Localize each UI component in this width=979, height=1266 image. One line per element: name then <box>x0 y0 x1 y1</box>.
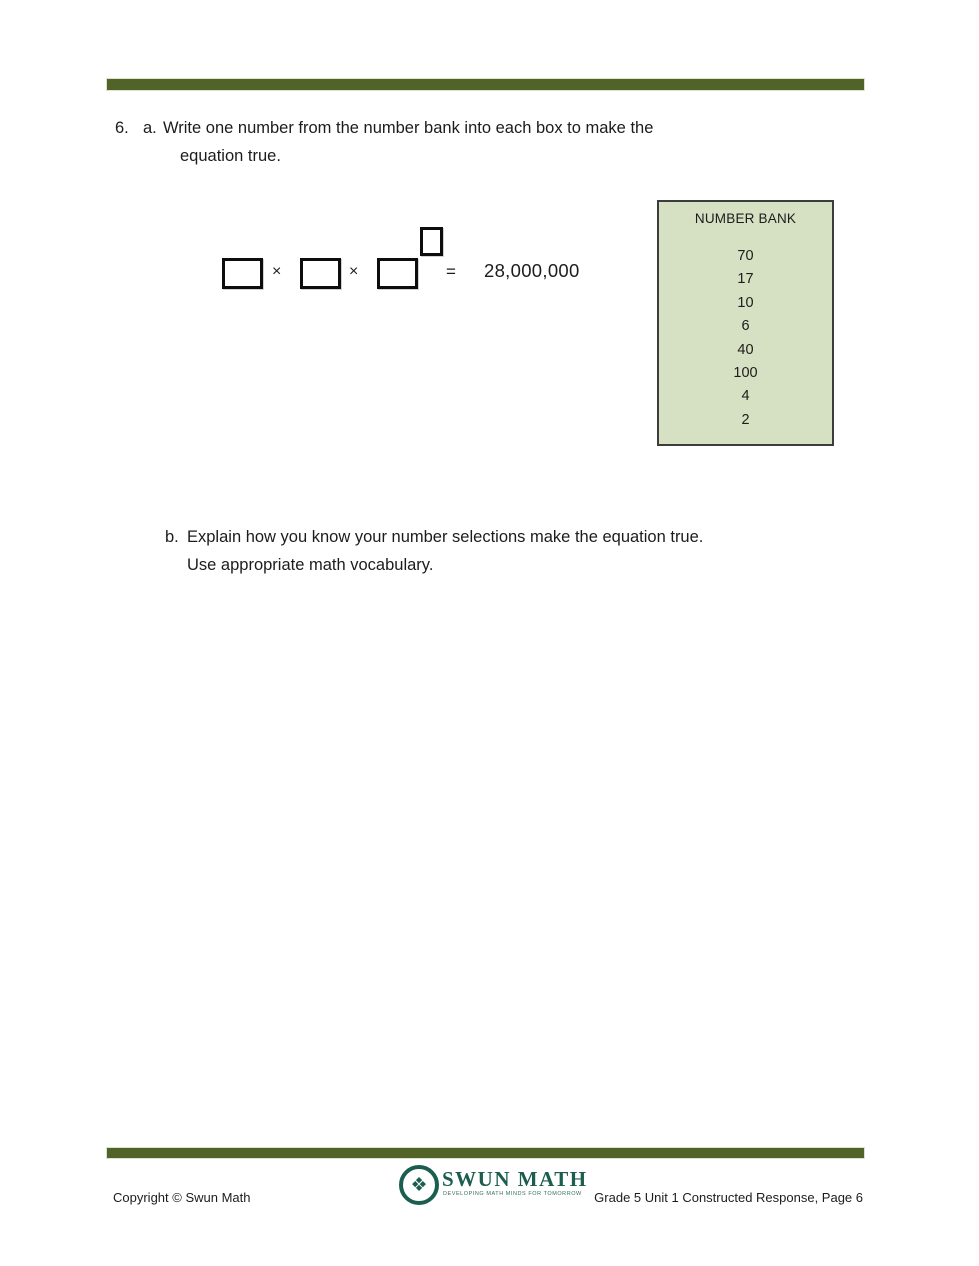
multiplication-sign-1: × <box>272 263 282 280</box>
number-bank-box <box>657 200 834 446</box>
number-bank-title: NUMBER BANK <box>694 211 797 226</box>
number-bank-item: 70 <box>737 248 754 264</box>
number-bank-item: 10 <box>737 294 754 311</box>
part-a-text-line1: Write one number from the number bank into each box to make the <box>163 119 654 137</box>
number-bank-item: 6 <box>741 318 750 335</box>
part-a-label: a. <box>143 119 157 137</box>
emblem-glyph: ❖ <box>410 1174 428 1196</box>
part-b-text-line2: Use appropriate math vocabulary. <box>187 556 434 574</box>
footer-copyright: Copyright © Swun Math <box>113 1190 251 1205</box>
equals-sign: = <box>446 262 456 281</box>
number-bank-item: 2 <box>741 411 750 428</box>
four-diamond-emblem-icon <box>399 1165 439 1205</box>
equation-answer-box-2[interactable] <box>300 258 341 289</box>
equation-result: 28,000,000 <box>484 260 580 281</box>
number-bank-item: 4 <box>741 388 750 405</box>
top-accent-bar <box>106 78 865 91</box>
number-bank-item: 40 <box>737 341 754 358</box>
question-number: 6. <box>115 119 129 137</box>
number-bank-item: 17 <box>737 271 754 288</box>
footer-page-info: Grade 5 Unit 1 Constructed Response, Page 6 <box>594 1190 863 1205</box>
number-bank-item: 100 <box>733 365 758 382</box>
equation-answer-box-1[interactable] <box>222 258 263 289</box>
part-a-text-line2: equation true. <box>180 147 281 165</box>
swun-math-logo <box>399 1165 588 1205</box>
part-b-label: b. <box>165 528 179 546</box>
number-bank-list <box>659 245 832 432</box>
logo-text-block <box>442 1169 588 1197</box>
equation-answer-box-3[interactable] <box>377 258 418 289</box>
logo-name: SWUN MATH <box>442 1167 588 1191</box>
equation-exponent-box[interactable] <box>420 227 443 256</box>
bottom-accent-bar <box>106 1147 865 1159</box>
part-b-text-line1: Explain how you know your number selections make the equation true. <box>187 528 704 546</box>
multiplication-sign-2: × <box>349 263 359 280</box>
logo-tagline: DEVELOPING MATH MINDS FOR TOMORROW <box>443 1191 582 1197</box>
